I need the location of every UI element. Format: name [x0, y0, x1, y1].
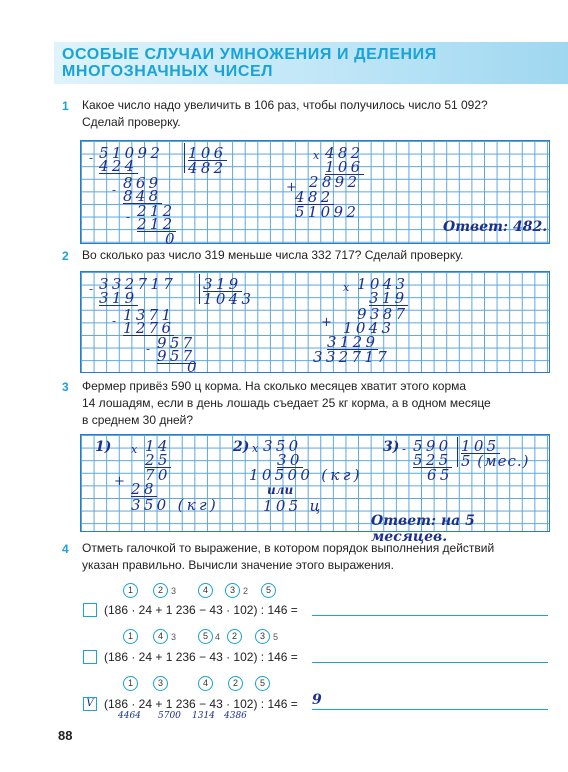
division-bar [199, 274, 200, 304]
partial-product: 482 [295, 188, 334, 206]
minus-sign: - [402, 442, 410, 456]
task-text-line: Фермер привёз 590 ц корма. На сколько месяцев хватит этого корма [82, 379, 467, 393]
order-correction: 3 [171, 632, 177, 642]
order-circle: 1 [123, 583, 138, 598]
order-circle: 4 [198, 676, 213, 691]
subtrahend: 424 [99, 157, 138, 175]
multiply-sign: x [313, 149, 323, 162]
minus-sign: - [126, 210, 134, 224]
task-text-line: Отметь галочкой то выражение, в котором порядок выполнения действий [82, 541, 495, 555]
remainder: 65 [427, 466, 453, 484]
subtrahend: 1276 [123, 319, 175, 337]
workspace-grid [80, 271, 550, 376]
section-title [62, 46, 437, 80]
plus-sign: + [286, 180, 301, 195]
order-circle: 2 [227, 629, 242, 644]
factor: 350 [263, 437, 302, 455]
partial-remainder: 957 [157, 334, 196, 352]
partial-product: 70 [145, 466, 171, 484]
factor: 14 [145, 437, 171, 455]
subtrahend: 212 [137, 215, 176, 233]
order-correction: 3 [171, 586, 177, 596]
section-title-line2: МНОГОЗНАЧНЫХ ЧИСЕЛ [62, 63, 274, 80]
divisor: 319 [203, 275, 242, 293]
partial-remainder: 212 [137, 202, 176, 220]
factor: 319 [369, 289, 408, 307]
minus-sign: - [89, 282, 97, 296]
order-circle: 1 [123, 629, 138, 644]
task-number: 1 [62, 99, 69, 113]
minus-sign: - [89, 151, 97, 165]
order-circle: 5 [255, 676, 270, 691]
partial-product: 3129 [327, 333, 379, 351]
calc-note: 1314 [192, 711, 215, 721]
product: 51092 [295, 203, 360, 221]
option-checkbox-checked[interactable]: V [83, 697, 97, 711]
divisor: 106 [188, 144, 227, 162]
minus-sign: - [112, 183, 120, 197]
order-circle: 5 [198, 629, 213, 644]
order-circle: 4 [153, 629, 168, 644]
expression: (186 · 24 + 1 236 − 43 · 102) : 146 = [104, 650, 298, 664]
partial-product: 2892 [309, 173, 361, 191]
order-markers [123, 629, 283, 645]
minus-sign: - [146, 342, 154, 356]
dividend: 332717 [99, 275, 177, 293]
order-circle: 3 [153, 676, 168, 691]
division-bar [457, 437, 458, 467]
expression: (186 · 24 + 1 236 − 43 · 102) : 146 = [104, 697, 298, 711]
or-label: или [267, 483, 294, 497]
workspace-grid [80, 434, 550, 545]
task-text-line: в среднем 30 дней? [82, 413, 194, 427]
dividend: 51092 [99, 144, 164, 162]
factor: 482 [325, 144, 364, 162]
subtrahend: 848 [123, 187, 162, 205]
dividend: 590 [413, 437, 452, 455]
calc-note: 4464 [118, 711, 141, 721]
factor: 1043 [357, 275, 409, 293]
calc-note: 5700 [158, 711, 181, 721]
answer: Ответ: на 5 месяцев. [371, 513, 475, 545]
factor: 25 [145, 451, 171, 469]
answer: Ответ: 482. [443, 219, 548, 235]
task-number: 4 [62, 542, 69, 556]
quotient: 482 [188, 159, 227, 177]
step-label: 3) [383, 439, 400, 455]
remainder: 0 [187, 358, 200, 376]
order-correction: 4 [215, 632, 221, 642]
divisor: 105 [461, 437, 500, 455]
task-text: Во сколько раз число 319 меньше числа 332 717? Сделай проверку. [82, 248, 464, 262]
multiply-sign: x [131, 443, 141, 456]
partial-remainder: 1371 [123, 306, 175, 324]
order-markers [123, 583, 283, 599]
remainder: 0 [165, 230, 178, 248]
step-label: 1) [95, 439, 112, 455]
step-label: 2) [233, 439, 250, 455]
order-circle: 3 [255, 629, 270, 644]
multiply-sign: x [252, 442, 262, 455]
order-markers [123, 676, 283, 692]
product: 332717 [313, 348, 391, 366]
product-centners: 105 ц [263, 497, 324, 515]
task-text-line: Какое число надо увеличить в 106 раз, чтобы получилось число 51 092? [82, 98, 488, 112]
factor: 30 [277, 451, 303, 469]
division-bar [184, 143, 185, 173]
order-correction: 2 [243, 586, 249, 596]
page-number: 88 [58, 728, 73, 743]
minus-sign: - [112, 314, 120, 328]
multiply-sign: x [343, 281, 353, 294]
subtrahend: 957 [157, 347, 196, 365]
order-circle: 2 [153, 583, 168, 598]
task-text [82, 97, 552, 131]
task-number: 3 [62, 380, 69, 394]
factor: 106 [325, 158, 364, 176]
partial-product: 1043 [343, 319, 395, 337]
task-text-line: Сделай проверку. [82, 115, 181, 129]
plus-sign: + [114, 474, 129, 489]
order-correction: 5 [273, 632, 279, 642]
task-text [82, 378, 560, 429]
task-text [82, 540, 560, 574]
product: 10500 (кг) [249, 466, 363, 484]
quotient: 5 (мес.) [461, 452, 530, 470]
subtrahend: 525 [413, 451, 452, 469]
order-circle: 1 [123, 676, 138, 691]
product: 350 (кг) [131, 496, 220, 514]
subtrahend: 319 [99, 289, 138, 307]
option-checkbox[interactable] [83, 650, 97, 664]
section-title-line1: ОСОБЫЕ СЛУЧАИ УМНОЖЕНИЯ И ДЕЛЕНИЯ [62, 46, 437, 63]
task-text-line: указан правильно. Вычисли значение этого выражения. [82, 558, 394, 572]
answer-line[interactable] [312, 709, 548, 710]
partial-product: 9387 [357, 305, 409, 323]
order-circle: 3 [225, 583, 240, 598]
order-circle: 5 [261, 583, 276, 598]
order-circle: 4 [198, 583, 213, 598]
task-number: 2 [62, 249, 69, 263]
plus-sign: + [321, 315, 336, 330]
answer-line[interactable] [312, 662, 548, 663]
option-checkbox[interactable] [83, 603, 97, 617]
workspace-grid [80, 140, 550, 248]
partial-remainder: 869 [123, 174, 162, 192]
expression-value: 9 [312, 692, 322, 708]
order-circle: 2 [228, 676, 243, 691]
task-text-line: 14 лошадям, если в день лошадь съедает 25 кг корма, а в одном месяце [82, 396, 491, 410]
quotient: 1043 [203, 290, 255, 308]
partial-product: 28 [131, 480, 157, 498]
calc-note: 4386 [224, 711, 247, 721]
answer-line[interactable] [312, 615, 548, 616]
expression: (186 · 24 + 1 236 − 43 · 102) : 146 = [104, 603, 298, 617]
